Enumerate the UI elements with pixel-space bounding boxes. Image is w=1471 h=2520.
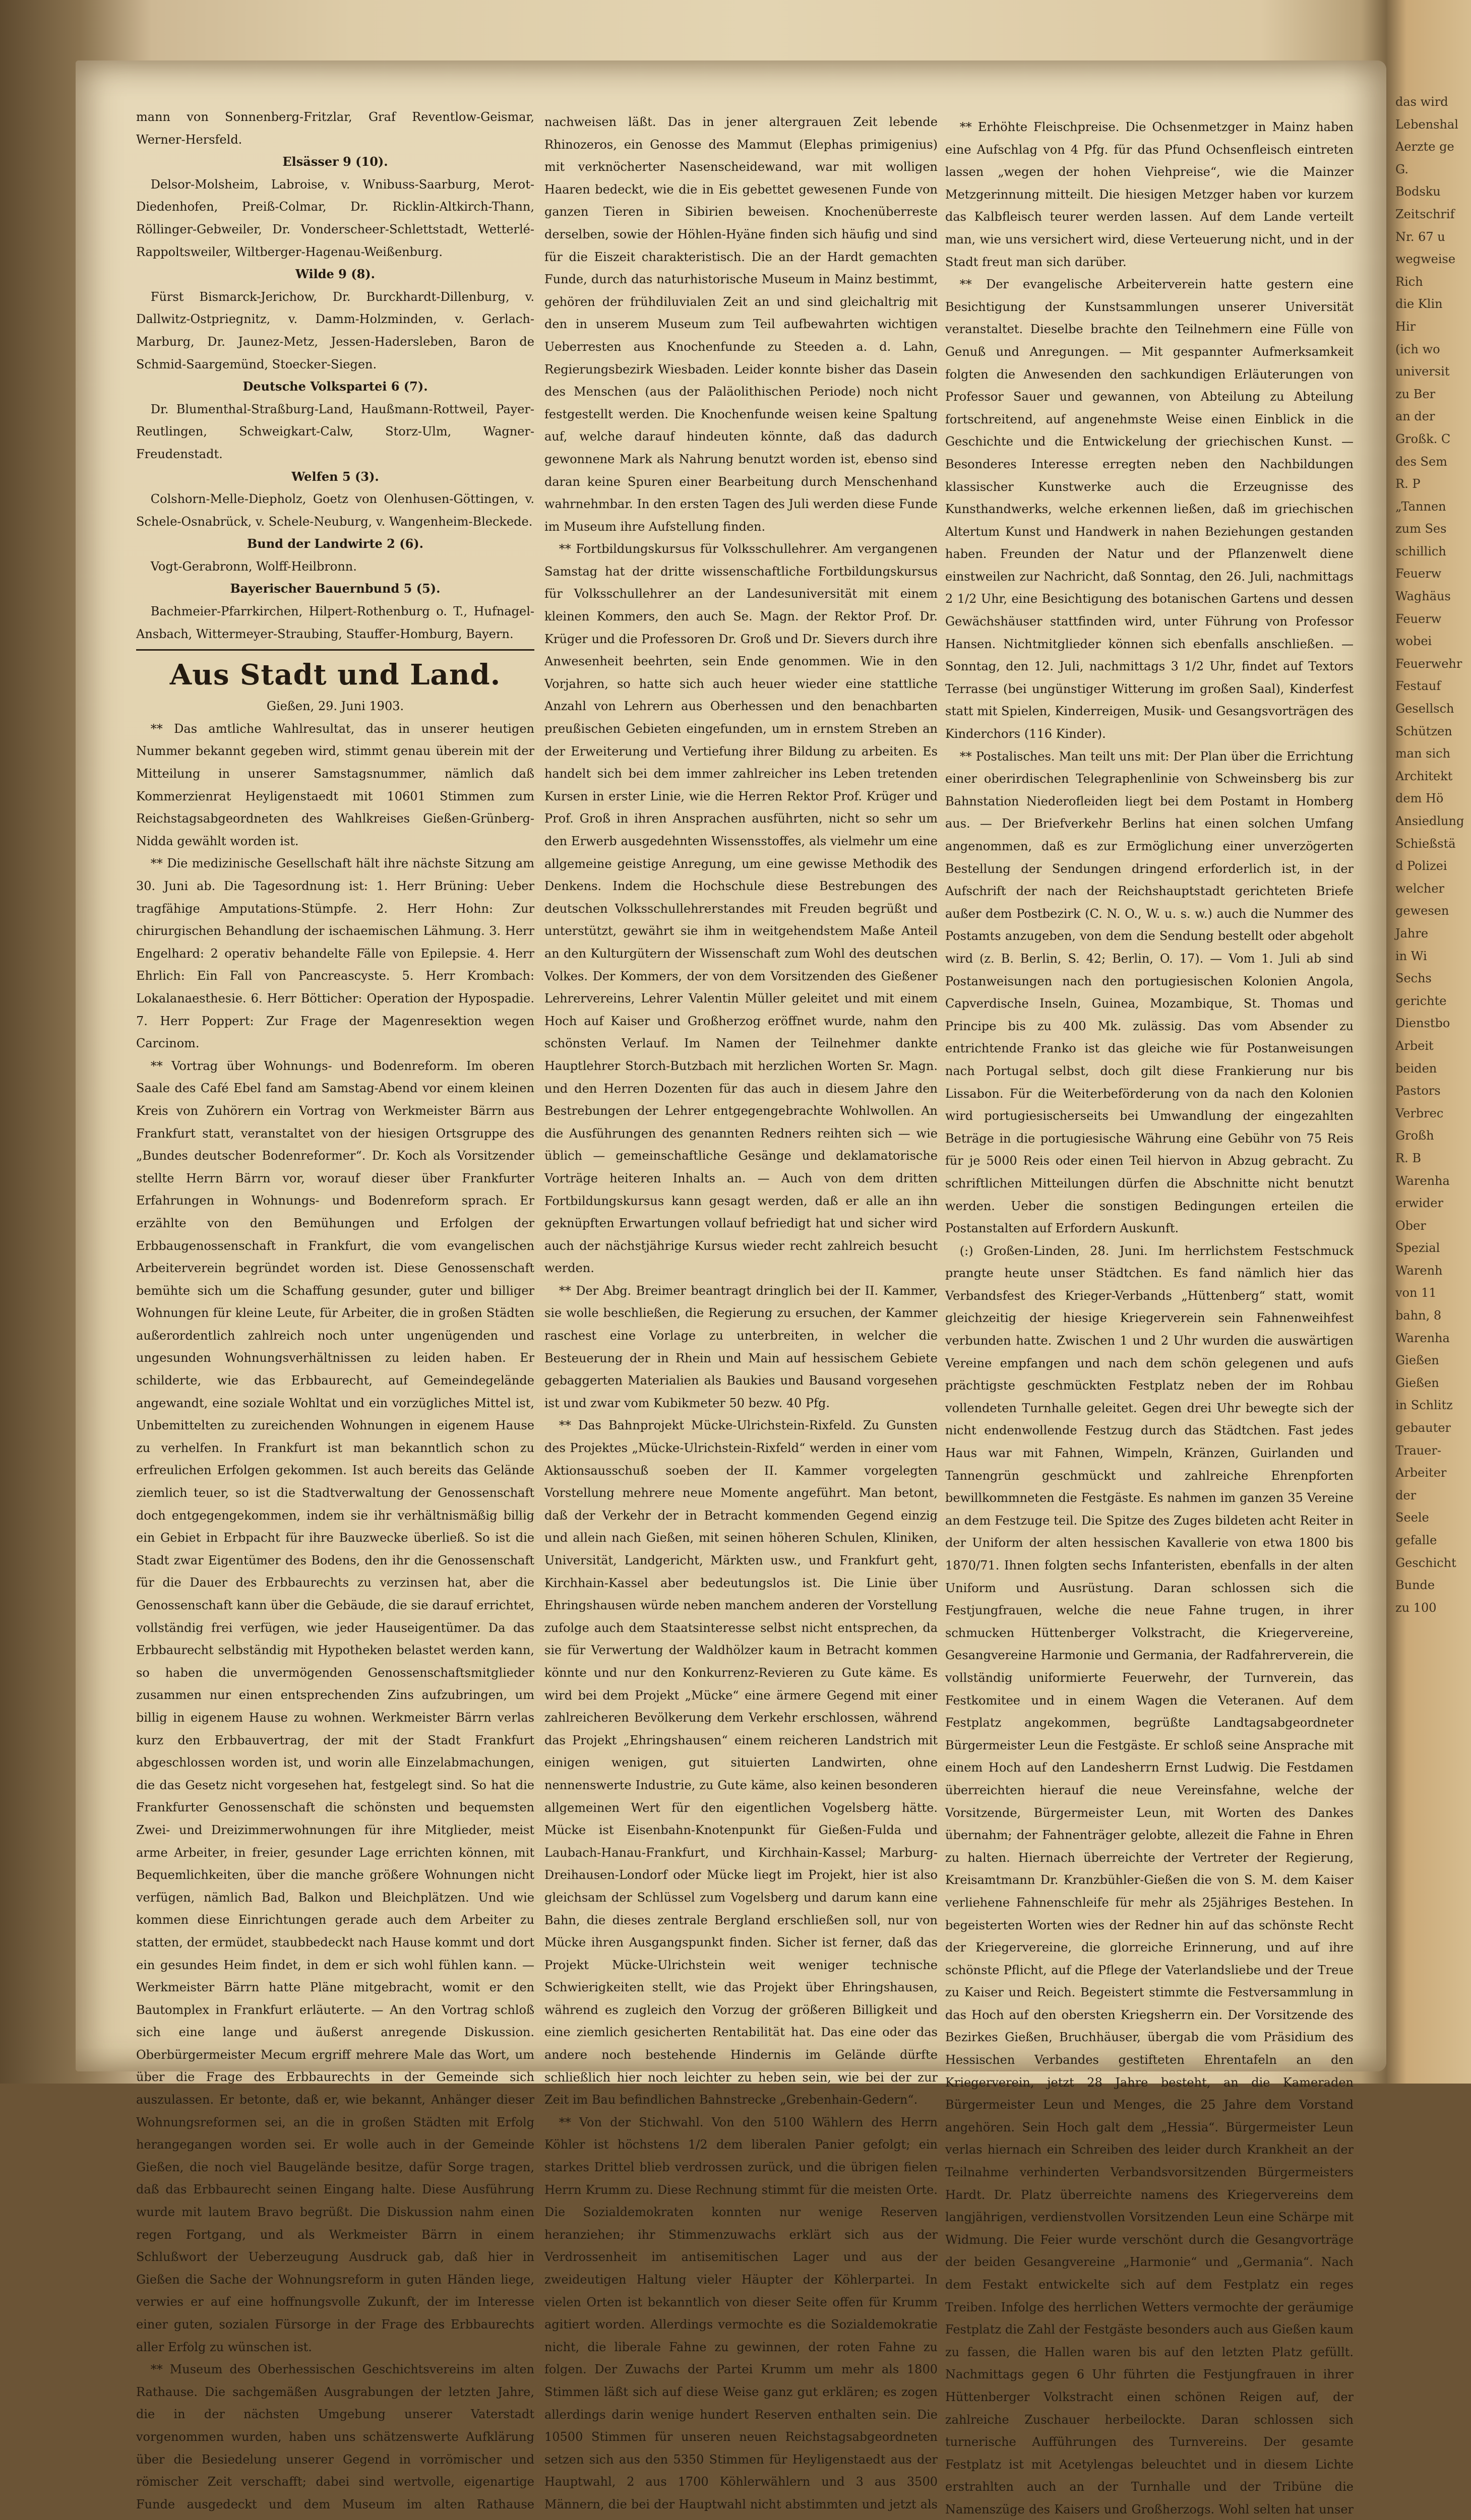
adjacent-page-line: Arbeit <box>1395 1038 1434 1053</box>
party-heading-landwirte: Bund der Landwirte 2 (6). <box>247 536 423 551</box>
party-members-landwirte: Vogt-Gerabronn, Wolff-Heilbronn. <box>150 559 357 574</box>
adjacent-page-line: Rich <box>1395 274 1423 289</box>
article-postalisches: ** Postalisches. Man teilt uns mit: Der Plan über die Errichtung einer oberirdischen Telegraphenlinie von Schweinsberg bis zur Bahnstation Niederofleiden liegt bei dem Postamt in Homberg aus. — Der Briefverkehr Berlins hat einen solchen Umfang angenommen, daß es zur Ermöglichung einer unverzögerten Bestellung der Sendungen dringend erforderlich ist, in der Aufschrift der nach der Reichshauptstadt gerichteten Briefe außer dem Postbezirk (C. N. O., W. u. s. w.) auch die Nummer des Postamts anzugeben, von dem die Sendung bestellt oder abgeholt wird (z. B. Berlin, S. 42; Berlin, O. 17). — Vom 1. Juli ab sind Postanweisungen nach den portugiesischen Kolonien Angola, Capverdische Inseln, Guinea, Mozambique, St. Thomas und Principe bis zu 400 Mk. zulässig. Das vom Absender zu entrichtende Franko ist das gleiche wie für Postanweisungen nach Portugal selbst, doch gilt diese Frankierung nur bis Lissabon. Für die Weiterbeförderung von da nach den Kolonien wird portugiesischerseits bei Umwandlung der eingezahlten Beträge in die portugiesische Währung eine Gebühr von 75 Reis für je 5000 Reis oder einen Teil hiervon in Abzug gebracht. Zu schriftlichen Mitteilungen dürfen die Abschnitte nicht benutzt werden. Ueber die sonstigen Bedingungen erteilen die Postanstalten auf Erfordern Auskunft. <box>945 749 1354 1236</box>
adjacent-page-line: Gießen <box>1395 1353 1439 1368</box>
article-bahnprojekt: ** Das Bahnprojekt Mücke-Ulrichstein-Rixfeld. Zu Gunsten des Projektes „Mücke-Ulrichstein-Rixfeld“ werden in einer vom Aktionsausschuß soeben der II. Kammer vorgelegten Vorstellung mehrere neue Momente angeführt. Man betont, daß der Verkehr der in Betracht kommenden Gegend einzig und allein nach Gießen, mit seinen höheren Schulen, Kliniken, Universität, Landgericht, Märkten usw., und Frankfurt geht, Kirchhain-Kassel aber bedeutungslos ist. Die Linie über Ehringshausen würde neben manchem anderen der Vorstellung zufolge auch dem Staatsinteresse selbst nicht entsprechen, da sie für Verwertung der Waldhölzer kaum in Betracht kommen könnte und nur den Konkurrenz-Revieren zu Gute käme. Es wird bei dem Projekt „Mücke“ eine ärmere Gegend mit einer zahlreicheren Bevölkerung dem Verkehr erschlossen, während das Projekt „Ehringshausen“ einem reicheren Landstrich mit einigen wenigen, gut situierten Landwirten, ohne nennenswerte Industrie, zu Gute käme, also keinen besonderen allgemeinen Wert für den eigentlichen Vogelsberg hätte. Mücke ist Eisenbahn-Knotenpunkt für Gießen-Fulda und Laubach-Hanau-Frankfurt, und Kirchhain-Kassel; Marburg-Dreihausen-Londorf oder Mücke liegt im Projekt, hier ist also gleichsam der Schlüssel zum Vogelsberg und darum kann eine Bahn, die dieses zentrale Bergland erschließen soll, nur von Mücke ihren Ausgangspunkt finden. Sicher ist ferner, daß das Projekt Mücke-Ulrichstein weit weniger technische Schwierigkeiten stellt, wie das Projekt über Ehringshausen, während es zugleich den Vorzug der größeren Billigkeit und eine ziemlich gesicherten Rentabilität hat. Das eine oder das andere noch bestehende Hindernis im Gelände dürfte schließlich hier noch leichter zu heben sein, wie bei der zur Zeit im Bau befindlichen Bahnstrecke „Grebenhain-Gedern“. <box>544 1418 938 2107</box>
adjacent-page-line: Schützen <box>1395 724 1452 738</box>
adjacent-page-line: Ansiedlung <box>1395 814 1464 828</box>
article-fortbildungskursus: ** Fortbildungskursus für Volksschullehrer. Am vergangenen Samstag hat der dritte wissenschaftliche Fortbildungskursus für Volksschullehrer an der Landesuniversität mit einem kleinen Kommers, den auch Se. Magn. der Rektor Prof. Dr. Krüger und die Professoren Dr. Groß und Dr. Sievers durch ihre Anwesenheit beehrten, sein Ende genommen. Wie in den Vorjahren, so hatte sich auch heuer wieder eine stattliche Anzahl von Lehrern aus Oberhessen und den benachbarten preußischen Gebieten eingefunden, um in ernstem Streben an der Erweiterung und Vertiefung ihrer Bildung zu arbeiten. Es handelt sich bei dem immer zahlreicher ins Leben tretenden Kursen in erster Linie, wie die Herren Rektor Prof. Krüger und Prof. Groß in ihren Ansprachen ausführten, nicht so sehr um den Erwerb ausgedehnten Wissensstoffes, als vielmehr um eine allgemeine geistige Anregung, um eine gewisse Methodik des Denkens. Indem die Hochschule diese Bestrebungen des deutschen Volksschullehrerstandes mit Freuden begrüßt und unterstützt, gewährt sie ihm in weitgehendstem Maße Anteil an den Kulturgütern der Wissenschaft zum Wohl des deutschen Volkes. Der Kommers, der von dem Vorsitzenden des Gießener Lehrervereins, Lehrer Valentin Müller geleitet und mit einem Hoch auf Kaiser und Großherzog eröffnet wurde, nahm den schönsten Verlauf. Im Namen der Teilnehmer dankte Hauptlehrer Storch-Butzbach mit herzlichen Worten Sr. Magn. und den Herren Dozenten für das auch in diesem Jahre den Bestrebungen der Lehrer entgegengebrachte Wohlwollen. An die Ausführungen des genannten Redners reihten sich — wie üblich — gemeinschaftliche Gesänge und deklamatorische Vorträge heiteren Inhalts an. — Auch von dem dritten Fortbildungskursus kann gesagt werden, daß er alle an ihn geknüpften Erwartungen vollauf befriedigt hat und sicher wird auch der nächstjährige Kursus wieder recht zahlreich besucht werden. <box>544 542 938 1276</box>
adjacent-page-line: Verbrec <box>1395 1106 1444 1120</box>
adjacent-page-line: Warenha <box>1395 1173 1450 1188</box>
adjacent-page-line: beiden <box>1395 1061 1437 1076</box>
adjacent-page-line: erwider <box>1395 1196 1443 1211</box>
article-museum: ** Museum des Oberhessischen Geschichtsvereins im alten Rathause. Die sachgemäßen Ausgrabungen der letzten Jahre, die in der nächsten Umgebung unserer Vaterstadt vorgenommen wurden, haben uns schätzenswerte Aufklärung über die Besiedelung unserer Gegend in vorrömischer und römischer Zeit verschafft; dabei sind wertvolle, eigenartige Funde ausgedeckt und dem Museum im alten Rathause <box>136 2362 534 2511</box>
adjacent-page-line: bahn, 8 <box>1395 1308 1442 1323</box>
party-heading-bauernbund: Bayerischer Bauernbund 5 (5). <box>230 581 441 596</box>
adjacent-page-line: zu 100 <box>1395 1600 1437 1615</box>
article-museum-continued: nachweisen läßt. Das in jener altergrauen Zeit lebende Rhinozeros, ein Genosse des Mammut (Elephas primigenius) mit verknöcherter Nasenscheidewand, war mit wolligen Haaren bedeckt, wie die in Eis gebettet gewesenen Funde von ganzen Tieren in Sibirien beweisen. Knochenüberreste derselben, sowie der Höhlen-Hyäne finden sich häufig und sind für die Eiszeit charakteristisch. Die an der Hardt gemachten Funde, durch das naturhistorische Museum in Mainz bestimmt, gehören der frühdiluvialen Zeit an und sind gleichaltrig mit den in unserem Museum zum Teil aufbewahrten wichtigen Ueberresten aus Knochenfunde zu Steeden a. d. Lahn, Regierungsbezirk Wiesbaden. Leider konnte bisher das Dasein des Menschen (aus der Paläolithischen Periode) noch nicht festgestellt werden. Die Knochenfunde weisen keine Spaltung auf, welche darauf hindeuten könnte, daß das dadurch gewonnene Mark als Nahrung benutzt worden ist, ebenso sind daran keine Spuren einer Bearbeitung durch Menschenhand wahrnehmbar. In den ersten Tagen des Juli werden diese Funde im Museum ihre Aufstellung finden. <box>544 115 938 534</box>
adjacent-page-line: an der <box>1395 409 1435 424</box>
adjacent-page-line: Gießen <box>1395 1375 1439 1390</box>
adjacent-page-line: universit <box>1395 364 1450 379</box>
party-heading-welfen: Welfen 5 (3). <box>291 469 379 484</box>
party-heading-wilde: Wilde 9 (8). <box>295 267 375 282</box>
article-fleischpreise: ** Erhöhte Fleischpreise. Die Ochsenmetzger in Mainz haben eine Aufschlag von 4 Pfg. für das Pfund Ochsenfleisch eintreten lassen „wegen der hohen Viehpreise“, wie die Mainzer Metzgerinnung mitteilt. Die hiesigen Metzger haben vor kurzem das Kalbfleisch teurer werden lassen. Auf dem Lande verteilt man, wie uns versichert wird, diese Verteuerung nicht, und in der Stadt freut man sich darüber. <box>945 120 1354 269</box>
adjacent-page-line: wegweise <box>1395 252 1456 267</box>
adjacent-page-line: G. <box>1395 162 1408 176</box>
party-members-welfen: Colshorn-Melle-Diepholz, Goetz von Olenhusen-Göttingen, v. Schele-Osnabrück, v. Schele-Neuburg, v. Wangenheim-Bleckede. <box>136 492 534 529</box>
adjacent-page-line: d Polizei <box>1395 859 1447 873</box>
adjacent-page-line: Warenh <box>1395 1263 1443 1278</box>
adjacent-page-line: Warenha <box>1395 1331 1450 1345</box>
adjacent-page-line: zum Ses <box>1395 522 1447 536</box>
adjacent-page-line: Schießstä <box>1395 836 1456 851</box>
adjacent-page-line: Arbeiter <box>1395 1466 1447 1480</box>
article-arbeiterverein: ** Der evangelische Arbeiterverein hatte gestern eine Besichtigung der Kunstsammlungen unserer Universität veranstaltet. Dieselbe brachte den Teilnehmern eine Fülle von Genuß und Anregungen. — Mit gespannter Aufmerksamkeit folgten die Anwesenden den sachkundigen Erläuterungen von Professor Sauer und gewannen, von Abteilung zu Abteilung fortschreitend, auf angenehmste Weise einen Einblick in die Geschichte und die Entwickelung der griechischen Kunst. — Besonderes Interesse erregten neben den Nachbildungen klassischer Kunstwerke auch die Erzeugnisse des Kunsthandwerks, welche erkennen ließen, daß im griechischen Altertum Kunst und Handwerk in nahen Beziehungen gestanden haben. Freunden der Natur und der Pflanzenwelt diene einstweilen zur Nachricht, daß Sonntag, den 26. Juli, nachmittags 2 1/2 Uhr, eine Besichtigung des botanischen Gartens und dessen Gewächshäuser stattfinden wird, unter Führung von Professor Hansen. Nichtmitglieder können sich ebenfalls anschließen. — Sonntag, den 12. Juli, nachmittags 3 1/2 Uhr, findet auf Textors Terrasse (bei ungünstiger Witterung im großen Saal), Kinderfest statt mit Spielen, Kinderreigen, Musik- und Gesangsvorträgen des Kinderchors (116 Kinder). <box>945 277 1354 741</box>
party-heading-volkspartei: Deutsche Volkspartei 6 (7). <box>242 379 428 394</box>
adjacent-page-line: schillich <box>1395 544 1446 558</box>
party-members-elsaesser: Delsor-Molsheim, Labroise, v. Wnibuss-Saarburg, Merot-Diedenhofen, Preiß-Colmar, Dr. Ricklin-Altkirch-Thann, Röllinger-Gebweiler, Dr. Vonderscheer-Schlettstadt, Wetterlé-Rappoltsweiler, Wiltberger-Hagenau-Weißenburg. <box>136 177 534 259</box>
adjacent-page-line: Feuerwehr <box>1395 656 1462 671</box>
adjacent-page-line: die Klin <box>1395 297 1443 311</box>
column-left <box>136 106 534 2511</box>
adjacent-page-line: Jahre <box>1395 926 1429 940</box>
adjacent-page-line: welcher <box>1395 881 1444 896</box>
election-list-continuation: mann von Sonnenberg-Fritzlar, Graf Reventlow-Geismar, Werner-Hersfeld. <box>136 110 534 147</box>
adjacent-page-line: Feuerw <box>1395 611 1442 626</box>
adjacent-page-line: Zeitschrif <box>1395 207 1455 221</box>
adjacent-page-line: (ich wo <box>1395 342 1440 356</box>
column-right <box>945 116 1354 2516</box>
adjacent-page-line: Bodsku <box>1395 184 1441 199</box>
newspaper-page <box>76 60 1386 2516</box>
adjacent-page-line: Aerzte ge <box>1395 140 1454 154</box>
adjacent-page-line: Pastors <box>1395 1084 1441 1098</box>
adjacent-page-line: R. P <box>1395 477 1421 491</box>
adjacent-page-line: gewesen <box>1395 904 1449 918</box>
section-divider <box>136 649 534 651</box>
adjacent-page-line: Lebenshal <box>1395 117 1458 132</box>
adjacent-page-line: gefalle <box>1395 1533 1437 1547</box>
adjacent-page-line: R. B <box>1395 1151 1421 1165</box>
article-bodenreform: ** Vortrag über Wohnungs- und Bodenreform. Im oberen Saale des Café Ebel fand am Samstag-Abend vor einem kleinen Kreis von Zuhörern ein Vortrag von Werkmeister Bärrn aus Frankfurt statt, veranstaltet von der hiesigen Ortsgruppe des „Bundes deutscher Bodenreformer“. Dr. Koch als Vorsitzender stellte Herrn Bärrn vor, worauf dieser über Frankfurter Erfahrungen in Wohnungs- und Bodenreform sprach. Er erzählte von den Bemühungen und Erfolgen der Erbbaugenossenschaft in Frankfurt, die vom evangelischen Arbeiterverein begründet worden ist. Diese Genossenschaft bemühte sich um die Schaffung gesunder, guter und billiger Wohnungen für kleine Leute, für Arbeiter, die in großen Städten außerordentlich zahlreich noch unter ungenügenden und ungesunden Wohnungsverhältnissen zu leiden haben. Er schilderte, wie das Erbbaurecht, auf Gemeindegelände angewandt, eine soziale Wohltat und ein vorzügliches Mittel ist, Unbemittelten zu zureichenden Wohnungen in eigenem Hause zu verhelfen. In Frankfurt ist man bekanntlich schon zu erfreulichen Erfolgen gekommen. Ist auch bereits das Gelände ziemlich teuer, so ist die Stadtverwaltung der Genossenschaft doch entgegengekommen, indem sie ihr verhältnismäßig billig ein Gebiet in Erbpacht für ihre Bauzwecke überließ. So ist die Stadt zwar Eigentümer des Bodens, den ihr die Genossenschaft für die Dauer des Erbbaurechts zu verzinsen hat, aber die Genossenschaft kann über die Gebäude, die sie darauf errichtet, vollständig frei verfügen, wie jeder Hauseigentümer. Da das Erbbaurecht selbständig mit Hypotheken belastet werden kann, so haben die unvermögenden Genossenschaftsmitglieder zusammen nur einen entsprechenden Zins aufzubringen, um billig in eigenem Hause zu wohnen. Werkmeister Bärrn verlas kurz den Erbbauvertrag, der mit der Stadt Frankfurt abgeschlossen worden ist, und worin alle Einzelabmachungen, die das Gesetz nicht vorgesehen hat, festgelegt sind. So hat die Frankfurter Genossenschaft die schönsten und bequemsten Zwei- und Dreizimmerwohnungen für ihre Mitglieder, meist arme Arbeiter, in freier, gesunder Lage errichten können, mit Bequemlichkeiten, über die manche größere Wohnungen nicht verfügen, nämlich Bad, Balkon und Bleichplätzen. Und wie kommen diese Einrichtungen gerade auch dem Arbeiter zu statten, der ermüdet, staubbedeckt nach Hause kommt und dort ein gesundes Heim findet, in dem er sich wohl fühlen kann. — Werkmeister Bärrn hatte Pläne mitgebracht, womit er den Bautomplex in Frankfurt erläuterte. — An den Vortrag schloß sich eine lange und äußerst anregende Diskussion. Oberbürgermeister Mecum ergriff mehrere Male das Wort, um über die Frage des Erbbaurechts in der Gemeinde sich auszulassen. Er betonte, daß er, wie bekannt, Anhänger dieser Wohnungsreformen sei, an die in großen Städten mit Erfolg herangegangen worden sei. Er wolle auch in der Gemeinde Gießen, die noch viel Baugelände besitze, dafür Sorge tragen, daß das Erbbaurecht seinen Eingang halte. Diese Ausführung wurde mit lautem Bravo begrüßt. Die Diskussion nahm einen regen Fortgang, und als Werkmeister Bärrn in einem Schlußwort der Ueberzeugung Ausdruck gab, daß hier in Gießen die Sache der Wohnungsreform in guten Händen liege, verwies er auf eine hoffnungsvolle Zukunft, der im Interesse einer guten, sozialen Fürsorge in der Frage des Erbbaurechts aller Erfolg zu wünschen ist. <box>136 1058 534 2354</box>
article-wahlresultat: ** Das amtliche Wahlresultat, das in unserer heutigen Nummer bekannt gegeben wird, stimmt genau überein mit der Mitteilung in unserer Samstagsnummer, nämlich daß Kommerzienrat Heyligenstaedt mit 10601 Stimmen zum Reichstagsabgeordneten des Wahlkreises Gießen-Grünberg-Nidda gewählt worden ist. <box>136 721 534 848</box>
adjacent-page-line: Waghäus <box>1395 589 1451 604</box>
adjacent-page-line: „Tannen <box>1395 499 1446 514</box>
adjacent-page-line: in Wi <box>1395 949 1427 963</box>
party-members-volkspartei: Dr. Blumenthal-Straßburg-Land, Haußmann-Rottweil, Payer-Reutlingen, Schweigkart-Calw, Storz-Ulm, Wagner-Freudenstadt. <box>136 402 534 461</box>
adjacent-page-line: Dienstbo <box>1395 1016 1450 1031</box>
adjacent-page-line: dem Hö <box>1395 791 1444 806</box>
party-members-bauernbund: Bachmeier-Pfarrkirchen, Hilpert-Rothenburg o. T., Hufnagel-Ansbach, Wittermeyer-Straubing, Stauffer-Homburg, Bayern. <box>136 604 534 641</box>
adjacent-page-line: Feuerw <box>1395 566 1442 581</box>
adjacent-page-line: Architekt <box>1395 769 1453 783</box>
column-middle <box>544 111 938 2511</box>
adjacent-page-line: der <box>1395 1488 1417 1502</box>
article-medizinische-gesellschaft: ** Die medizinische Gesellschaft hält ihre nächste Sitzung am 30. Juni ab. Die Tagesordnung ist: 1. Herr Brüning: Ueber tragfähige Amputations-Stümpfe. 2. Herr Hohn: Zur chirurgischen Behandlung der ischaemischen Lähmung. 3. Herr Engelhard: 2 operativ behandelte Fälle von Epilepsie. 4. Herr Ehrlich: Ein Fall von Pancreascyste. 5. Herr Krombach: Lokalanaesthesie. 6. Herr Bötticher: Operation der Hypospadie. 7. Herr Poppert: Zur Frage der Magenresektion wegen Carcinom. <box>136 856 534 1051</box>
party-heading-elsaesser: Elsässer 9 (10). <box>282 154 388 169</box>
adjacent-page-line: gerichte <box>1395 993 1447 1008</box>
article-breimer-antrag: ** Der Abg. Breimer beantragt dringlich bei der II. Kammer, sie wolle beschließen, die Regierung zu ersuchen, der Kammer raschest eine Vorlage zu unterbreiten, in welcher die Besteuerung der in Rhein und Main auf hessischem Gebiete gebaggerten Materialien als Baukies und Bausand vorgesehen ist und zwar vom Kubikmeter 50 bezw. 40 Pfg. <box>544 1283 938 1410</box>
article-stichwahl: ** Von der Stichwahl. Von den 5100 Wählern des Herrn Köhler ist höchstens 1/2 dem liberalen Panier gefolgt; ein starkes Drittel blieb verdrossen zurück, und die übrigen fielen Herrn Krumm zu. Diese Rechnung stimmt für die meisten Orte. Die Sozialdemokraten konnten nur wenige Reserven heranziehen; ihr Stimmenzuwachs erklärt sich aus der Verdrossenheit im antisemitischen Lager und aus der zweideutigen Haltung vieler Häupter der Köhlerpartei. In vielen Orten ist bekanntlich von dieser Seite offen für Krumm agitiert worden. Allerdings vermochte es die Sozialdemokratie nicht, die liberale Fahne zu gewinnen, der roten Fahne zu folgen. Der Zuwachs der Partei Krumm um mehr als 1800 Stimmen läßt sich auf diese Weise ganz gut erklären; es zogen allerdings darin wenige hundert Reserven enthalten sein. Die 10500 Stimmen für unseren neuen Reichstagsabgeordneten setzen sich aus den 5350 Stimmen für Heyligenstaedt aus der Hauptwahl, 2 aus 1700 Köhlerwählern und 3 aus 3500 Männern, die bei der Hauptwahl nicht abstimmten und jetzt als <box>544 2115 938 2511</box>
adjacent-page-line: in Schlitz <box>1395 1398 1453 1413</box>
adjacent-page-line: von 11 <box>1395 1286 1437 1300</box>
article-grossen-linden: (:) Großen-Linden, 28. Juni. Im herrlichstem Festschmuck prangte heute unser Städtchen. Es fand nämlich hier das Verbandsfest des Krieger-Verbands „Hüttenberg“ statt, womit gleichzeitig der hiesige Kriegerverein sein Fahnenweihfest verbunden hatte. Zwischen 1 und 2 Uhr wurden die auswärtigen Vereine empfangen und nach dem schön gelegenen und aufs prächtigste geschmückten Festplatz neben der im Rohbau vollendeten Turnhalle geleitet. Gegen drei Uhr bewegte sich der nicht endenwollende Festzug durch das Städtchen. Fast jedes Haus war mit Fahnen, Wimpeln, Kränzen, Guirlanden und Tannengrün geschmückt und zahlreiche Ehrenpforten bewillkommneten die Festgäste. Es nahmen im ganzen 35 Vereine an dem Festzuge teil. Die Spitze des Zuges bildeten acht Reiter in der Uniform der alten hessischen Kavallerie von etwa 1800 bis 1870/71. Ihnen folgten sechs Infanteristen, ebenfalls in der alten Uniform und Ausrüstung. Daran schlossen sich die Festjungfrauen, welche die neue Fahne trugen, in ihrer schmucken Hüttenberger Volkstracht, die Kriegervereine, Gesangvereine Harmonie und Germania, der Radfahrerverein, die vollständig uniformierte Feuerwehr, der Turnverein, das Festkomitee und in einem Wagen die Veteranen. Auf dem Festplatz angekommen, begrüßte Landtagsabgeordneter Bürgermeister Leun die Festgäste. Er schloß seine Ansprache mit einem Hoch auf den Landesherrn Ernst Ludwig. Die Festdamen überreichten hierauf die neue Vereinsfahne, welche der Vorsitzende, Bürgermeister Leun, mit Worten des Dankes übernahm; der Fahnenträger gelobte, allezeit die Fahne in Ehren zu halten. Hiernach überreichte der Vertreter der Regierung, Kreisamtmann Dr. Kranzbühler-Gießen die von S. M. dem Kaiser verliehene Fahnenschleife für mehr als 25jähriges Bestehen. In begeisterten Worten wies der Redner hin auf das schönste Recht der Kriegervereine, die glorreiche Erinnerung, und auf ihre schönste Pflicht, auf die Pflege der Vaterlandsliebe und der Treue zu Kaiser und Reich. Begeistert stimmte die Festversammlung in das Hoch auf den obersten Kriegsherrn ein. Der Vorsitzende des Bezirkes Gießen, Bruchhäuser, übergab die vom Präsidium des Hessischen Verbandes gestifteten Ehrentafeln an den Kriegerverein, jetzt 28 Jahre besteht, an die Kameraden Bürgermeister Leun und Menges, die 25 Jahre dem Vorstand angehören. Sein Hoch galt dem „Hessia“. Bürgermeister Leun verlas hiernach ein Schreiben des leider durch Krankheit an der Teilnahme verhinderten Verbandsvorsitzenden Bürgermeisters Hardt. Dr. Platz überreichte namens des Kriegervereins dem langjährigen, verdienstvollen Vorsitzenden Leun eine Schärpe mit Widmung. Die Feier wurde verschönt durch die Gesangvorträge der beiden Gesangvereine „Harmonie“ und „Germania“. Nach dem Festakt entwickelte sich auf dem Festplatz ein reges Treiben. Infolge des herrlichen Wetters vermochte der geräumige Festplatz die Zahl der Festgäste besonders auch aus Gießen kaum zu fassen, die Hallen waren bis auf den letzten Platz gefüllt. Nachmittags gegen 6 Uhr führten die Festjungfrauen in ihrer Hüttenberger Volkstracht einen schönen Reigen auf, der zahlreiche Zuschauer herbeilockte. Daran schlossen sich turnerische Aufführungen des Turnvereins. Der gesamte Festplatz ist mit Acetylengas beleuchtet und in diesem Lichte erstrahlten auch an der Turnhalle und der Tribüne die Namenszüge des Kaisers und Großherzogs. Wohl selten hat unser <box>945 1243 1354 2516</box>
adjacent-page-line: Sechs <box>1395 971 1432 986</box>
adjacent-page-line: Nr. 67 u <box>1395 229 1445 244</box>
adjacent-page-line: zu Ber <box>1395 387 1436 401</box>
adjacent-page-line: Ober <box>1395 1218 1426 1233</box>
adjacent-page-line: Hir <box>1395 319 1416 334</box>
adjacent-page-line: Großh <box>1395 1128 1434 1143</box>
adjacent-page-line: gebauter <box>1395 1421 1451 1435</box>
adjacent-page-line: Trauer- <box>1395 1443 1442 1458</box>
section-heading: Aus Stadt und Land. <box>169 658 501 692</box>
adjacent-page-line: wobei <box>1395 634 1432 649</box>
adjacent-page-line: man sich <box>1395 746 1451 761</box>
adjacent-page-line: des Sem <box>1395 454 1447 469</box>
adjacent-page-line: Bunde <box>1395 1578 1435 1593</box>
adjacent-page-line: Festauf <box>1395 679 1441 694</box>
adjacent-page-line: Geschicht <box>1395 1555 1456 1570</box>
adjacent-page-line: Seele <box>1395 1510 1429 1525</box>
adjacent-page-fragment <box>1395 91 1471 2006</box>
adjacent-page-line: Großk. C <box>1395 431 1451 446</box>
adjacent-page-line: Spezial <box>1395 1241 1440 1255</box>
party-members-wilde: Fürst Bismarck-Jerichow, Dr. Burckhardt-Dillenburg, v. Dallwitz-Ostpriegnitz, v. Damm-Holzminden, v. Gerlach-Marburg, Dr. Jaunez-Metz, Jessen-Hadersleben, Baron de Schmid-Saargemünd, Stoecker-Siegen. <box>136 289 534 371</box>
dateline: Gießen, 29. Juni 1903. <box>266 699 404 714</box>
adjacent-page-line: das wird <box>1395 95 1448 109</box>
adjacent-page-line: Gesellsch <box>1395 702 1454 716</box>
